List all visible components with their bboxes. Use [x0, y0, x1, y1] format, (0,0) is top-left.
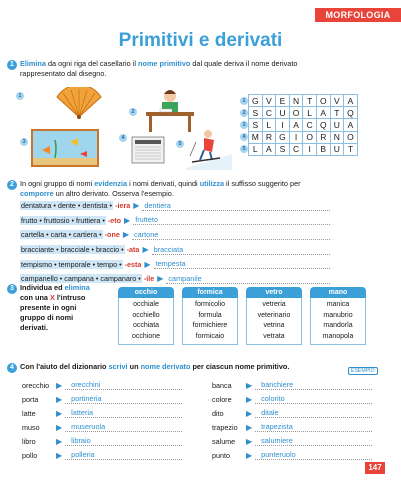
derived-word[interactable]: occhione [131, 332, 161, 340]
grid-cell[interactable]: L [303, 107, 317, 119]
derived-word[interactable]: formicolio [195, 301, 225, 308]
grid-row-number: 4 [240, 133, 248, 141]
exercise-2-number: 2 [7, 180, 17, 190]
word-group: cartella • carta • cartiera • [21, 230, 102, 240]
section-tag: MORFOLOGIA [315, 8, 401, 22]
arrow-icon: ▶ [56, 422, 63, 432]
derivation-row [20, 215, 330, 226]
derived-word[interactable]: mandorla [323, 322, 353, 329]
arrow-icon: ▶ [56, 436, 63, 446]
grid-cell[interactable]: R [262, 131, 276, 143]
grid-cell[interactable]: L [262, 119, 276, 131]
answer-field[interactable]: bracciata [152, 245, 330, 255]
primitive-word: porta [22, 394, 39, 404]
grid-cell[interactable]: Q [316, 119, 330, 131]
arrow-icon: ▶ [142, 245, 149, 255]
arrow-icon: ▶ [246, 450, 253, 460]
grid-cell[interactable]: V [330, 95, 344, 107]
derived-word[interactable]: occhiata [132, 322, 160, 329]
column-heading: mano [310, 287, 366, 298]
arrow-icon: ▶ [56, 394, 63, 404]
arrow-icon: ▶ [56, 450, 63, 460]
exercise-3-number: 3 [7, 284, 17, 294]
grid-cell[interactable]: A [289, 119, 303, 131]
answer-field[interactable]: portineria [65, 394, 182, 404]
arrow-icon: ▶ [133, 201, 140, 210]
grid-cell[interactable]: M [249, 131, 263, 143]
suffix: -ile [143, 274, 155, 284]
answer-field[interactable]: trapezista [255, 422, 372, 432]
arrow-icon: ▶ [246, 394, 253, 404]
picture-label-2: 2 [129, 108, 137, 116]
answer-field[interactable]: colorito [255, 394, 372, 404]
grid-cell[interactable]: Q [344, 107, 358, 119]
grid-cell[interactable]: S [276, 143, 290, 155]
grid-cell[interactable]: I [289, 131, 303, 143]
derived-word[interactable]: occhiello [132, 311, 160, 319]
primitive-row [212, 392, 372, 406]
word-group: dentatura • dente • dentista • [21, 201, 113, 210]
primitive-row [212, 406, 372, 420]
arrow-icon: ▶ [122, 230, 129, 240]
column-heading: formica [182, 287, 238, 298]
newspaper-picture [128, 134, 168, 168]
grid-cell[interactable]: I [276, 119, 290, 131]
word-group: frutto • fruttosio • fruttiera • [21, 215, 105, 225]
grid-cell[interactable]: S [249, 119, 263, 131]
fan-picture [55, 87, 103, 119]
exercise-1-number: 1 [7, 60, 17, 70]
column-heading: occhio [118, 287, 174, 298]
grid-cell[interactable]: C [262, 107, 276, 119]
skier-picture [186, 124, 232, 170]
grid-cell[interactable]: A [344, 119, 358, 131]
derived-word[interactable]: formichiere [192, 322, 228, 329]
grid-row-number: 2 [240, 109, 248, 117]
grid-cell[interactable]: O [303, 131, 317, 143]
picture-label-1: 1 [16, 92, 24, 100]
answer-field[interactable]: banchiere [255, 380, 372, 390]
grid-cell[interactable]: A [316, 107, 330, 119]
exercise-1-instruction: Elimina da ogni riga del casellario il nome primitivo dal quale deriva il nome derivato rappresentato dal disegno. [20, 59, 298, 78]
exercise-2-instruction: In ogni gruppo di nomi evidenzia i nomi derivati, quindi utilizza il suffisso suggerito per comporre un altro derivato. Osserva l'esempio. [20, 179, 301, 198]
grid-cell[interactable]: G [276, 131, 290, 143]
arrow-icon: ▶ [157, 274, 164, 284]
arrow-icon: ▶ [124, 215, 131, 225]
arrow-icon: ▶ [56, 408, 63, 418]
derived-word[interactable]: vetreria [262, 301, 286, 308]
arrow-icon: ▶ [144, 259, 151, 269]
picture-label-5: 5 [176, 140, 184, 148]
aquarium-picture [30, 128, 100, 168]
suffix: -ata [126, 245, 140, 255]
primitive-row [22, 378, 182, 392]
grid-row-number: 1 [240, 97, 248, 105]
grid-cell[interactable]: R [316, 131, 330, 143]
column-heading: vetro [246, 287, 302, 298]
grid-cell[interactable]: S [249, 107, 263, 119]
arrow-icon: ▶ [56, 380, 63, 390]
primitive-row [212, 420, 372, 434]
primitive-row [22, 448, 182, 462]
primitive-word: colore [212, 394, 232, 404]
answer-field[interactable]: cartone [132, 230, 330, 240]
page-title: Primitivi e derivati [118, 30, 283, 51]
primitive-row [212, 434, 372, 448]
grid-cell[interactable]: T [344, 143, 358, 155]
primitive-row [22, 406, 182, 420]
grid-cell[interactable]: V [262, 95, 276, 107]
primitive-row [212, 378, 372, 392]
answer-field[interactable]: latteria [65, 408, 182, 418]
derived-group-column [310, 287, 366, 345]
answer-field[interactable]: salumiere [255, 436, 372, 446]
answer-field[interactable]: orecchini [65, 380, 182, 390]
word-group: bracciante • bracciale • braccio • [21, 245, 124, 255]
primitive-row [22, 392, 182, 406]
derived-group-column [246, 287, 302, 345]
primitive-word: muso [22, 422, 40, 432]
arrow-icon: ▶ [246, 422, 253, 432]
primitive-word: punto [212, 450, 230, 460]
exercise-4-instruction: Con l'aiuto del dizionario scrivi un nome derivato per ciascun nome primitivo. [20, 362, 290, 371]
word-group: tempismo • temporale • tempo • [21, 259, 122, 269]
answer-field[interactable]: polleria [65, 450, 182, 460]
grid-cell[interactable]: B [316, 143, 330, 155]
grid-row [240, 107, 357, 119]
arrow-icon: ▶ [246, 436, 253, 446]
grid-cell[interactable]: A [344, 95, 358, 107]
grid-cell[interactable]: I [303, 143, 317, 155]
suffix: -esta [124, 259, 142, 269]
derivation-row [20, 259, 330, 270]
grid-cell[interactable]: U [330, 143, 344, 155]
grid-cell[interactable]: O [289, 107, 303, 119]
grid-row-number: 3 [240, 121, 248, 129]
answer-field[interactable]: libraio [65, 436, 182, 446]
derived-group-column [118, 287, 174, 345]
picture-label-4: 4 [119, 134, 127, 142]
answer-field[interactable]: dentiera [142, 201, 330, 211]
primitive-word: orecchio [22, 380, 50, 390]
exercise-4-right-list [212, 378, 372, 462]
answer-field[interactable]: frutteto [133, 215, 330, 225]
derivation-row [20, 200, 330, 211]
grid-cell[interactable]: T [303, 95, 317, 107]
letter-grid [240, 94, 358, 156]
grid-cell[interactable]: N [289, 95, 303, 107]
primitive-word: salume [212, 436, 236, 446]
grid-row [240, 119, 357, 131]
grid-row [240, 95, 357, 107]
arrow-icon: ▶ [246, 380, 253, 390]
suffix: -eto [107, 215, 122, 225]
grid-cell[interactable]: N [330, 131, 344, 143]
derived-word[interactable]: formicaio [195, 332, 225, 340]
primitive-word: libro [22, 436, 36, 446]
grid-cell[interactable]: E [276, 95, 290, 107]
page-number: 147 [365, 462, 385, 474]
grid-cell[interactable]: L [249, 143, 263, 155]
grid-row [240, 143, 357, 155]
primitive-word: pollo [22, 450, 38, 460]
primitive-row [212, 448, 372, 462]
answer-field[interactable]: punteruolo [255, 450, 372, 460]
grid-cell[interactable]: A [262, 143, 276, 155]
esempio-badge: ESEMPIO [348, 367, 378, 375]
derived-word[interactable]: vetrina [263, 322, 285, 329]
answer-field[interactable]: museruola [65, 422, 182, 432]
exercise-3-instruction: Individua ed elimina con una X l'intruso presente in ogni gruppo di nomi derivati. [20, 283, 90, 332]
derivation-row [20, 229, 330, 240]
derived-word[interactable]: veterinario [257, 311, 291, 319]
derived-word[interactable]: formula [198, 311, 222, 319]
exercise-2-list [20, 200, 330, 288]
exercise-4-left-list [22, 378, 182, 462]
exercise-4-number: 4 [7, 363, 17, 373]
derived-word[interactable]: occhiale [133, 301, 159, 308]
primitive-word: latte [22, 408, 36, 418]
grid-cell[interactable]: U [330, 119, 344, 131]
derived-word[interactable]: manica [326, 301, 350, 308]
derivation-row [20, 244, 330, 255]
grid-cell[interactable]: C [303, 119, 317, 131]
answer-field[interactable]: campanile [166, 274, 330, 284]
derived-word[interactable]: vetrata [263, 332, 285, 340]
arrow-icon: ▶ [246, 408, 253, 418]
exercise-3-columns [118, 287, 366, 345]
primitive-word: banca [212, 380, 232, 390]
picture-label-3: 3 [20, 138, 28, 146]
primitive-word: trapezio [212, 422, 238, 432]
word-group: campanello • campana • campanaro • [21, 274, 141, 284]
answer-field[interactable]: tempesta [154, 259, 330, 269]
suffix: -iera [115, 201, 131, 210]
grid-cell[interactable]: G [249, 95, 263, 107]
primitive-row [22, 434, 182, 448]
grid-cell[interactable]: T [330, 107, 344, 119]
grid-row-number: 5 [240, 145, 248, 153]
derived-group-column [182, 287, 238, 345]
derived-word[interactable]: manopola [322, 332, 354, 340]
derived-word[interactable]: manubrio [323, 311, 353, 319]
grid-cell[interactable]: O [344, 131, 358, 143]
primitive-word: dito [212, 408, 224, 418]
grid-cell[interactable]: U [276, 107, 290, 119]
grid-cell[interactable]: O [316, 95, 330, 107]
suffix: -one [104, 230, 120, 240]
primitive-row [22, 420, 182, 434]
answer-field[interactable]: ditale [255, 408, 372, 418]
grid-row [240, 131, 357, 143]
grid-cell[interactable]: C [289, 143, 303, 155]
